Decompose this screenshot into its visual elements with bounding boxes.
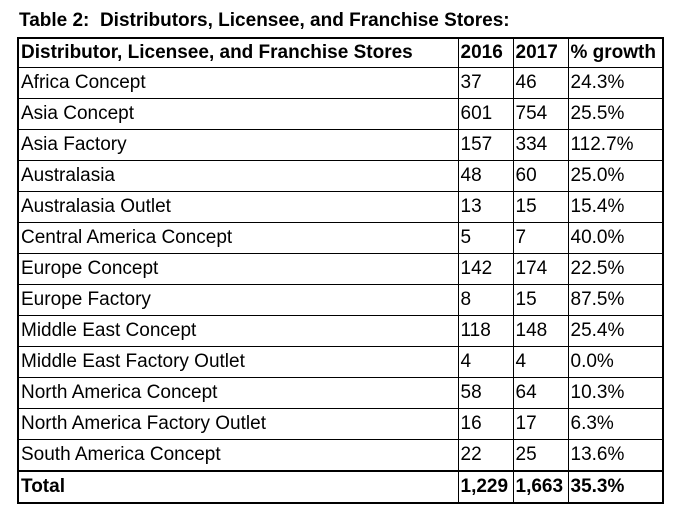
header-row — [18, 38, 663, 68]
cell-2016: 22 — [458, 440, 513, 472]
cell-growth: 25.5% — [568, 99, 663, 130]
table-row — [18, 440, 663, 472]
row-label: South America Concept — [18, 440, 458, 472]
cell-2017: 17 — [513, 409, 568, 440]
total-row — [18, 471, 663, 503]
cell-2016: 118 — [458, 316, 513, 347]
cell-2017: 64 — [513, 378, 568, 409]
header-growth: % growth — [568, 38, 663, 68]
cell-growth: 10.3% — [568, 378, 663, 409]
cell-2016: 5 — [458, 223, 513, 254]
cell-growth: 6.3% — [568, 409, 663, 440]
row-label: Europe Concept — [18, 254, 458, 285]
header-2017: 2017 — [513, 38, 568, 68]
table-row — [18, 68, 663, 99]
header-store-type: Distributor, Licensee, and Franchise Stores — [18, 38, 458, 68]
cell-growth: 87.5% — [568, 285, 663, 316]
row-label: Middle East Factory Outlet — [18, 347, 458, 378]
cell-2016: 157 — [458, 130, 513, 161]
table-row — [18, 316, 663, 347]
table-row — [18, 378, 663, 409]
row-label: Asia Concept — [18, 99, 458, 130]
table-row — [18, 254, 663, 285]
row-label: Australasia — [18, 161, 458, 192]
table-row — [18, 347, 663, 378]
total-label: Total — [18, 471, 458, 503]
total-2017: 1,663 — [513, 471, 568, 503]
cell-2017: 174 — [513, 254, 568, 285]
cell-growth: 0.0% — [568, 347, 663, 378]
table-row — [18, 223, 663, 254]
row-label: Middle East Concept — [18, 316, 458, 347]
cell-growth: 15.4% — [568, 192, 663, 223]
cell-2016: 8 — [458, 285, 513, 316]
cell-2017: 60 — [513, 161, 568, 192]
cell-2016: 16 — [458, 409, 513, 440]
cell-growth: 22.5% — [568, 254, 663, 285]
cell-2017: 754 — [513, 99, 568, 130]
cell-2017: 46 — [513, 68, 568, 99]
table-caption: Table 2: Distributors, Licensee, and Franchise Stores: — [19, 10, 510, 31]
total-growth: 35.3% — [568, 471, 663, 503]
cell-growth: 40.0% — [568, 223, 663, 254]
row-label: Europe Factory — [18, 285, 458, 316]
cell-growth: 25.0% — [568, 161, 663, 192]
cell-growth: 24.3% — [568, 68, 663, 99]
cell-2017: 148 — [513, 316, 568, 347]
row-label: Central America Concept — [18, 223, 458, 254]
table-row — [18, 99, 663, 130]
cell-2017: 15 — [513, 192, 568, 223]
total-2016: 1,229 — [458, 471, 513, 503]
table-row — [18, 192, 663, 223]
cell-2017: 25 — [513, 440, 568, 472]
table-row — [18, 285, 663, 316]
distributors-table — [17, 37, 664, 504]
cell-2016: 601 — [458, 99, 513, 130]
row-label: Africa Concept — [18, 68, 458, 99]
table-row — [18, 161, 663, 192]
header-2016: 2016 — [458, 38, 513, 68]
cell-growth: 25.4% — [568, 316, 663, 347]
table-row — [18, 409, 663, 440]
cell-2016: 48 — [458, 161, 513, 192]
cell-2017: 334 — [513, 130, 568, 161]
row-label: North America Concept — [18, 378, 458, 409]
cell-2017: 15 — [513, 285, 568, 316]
cell-2017: 7 — [513, 223, 568, 254]
cell-2016: 13 — [458, 192, 513, 223]
cell-2017: 4 — [513, 347, 568, 378]
cell-2016: 4 — [458, 347, 513, 378]
cell-2016: 142 — [458, 254, 513, 285]
row-label: Australasia Outlet — [18, 192, 458, 223]
row-label: Asia Factory — [18, 130, 458, 161]
cell-growth: 13.6% — [568, 440, 663, 472]
row-label: North America Factory Outlet — [18, 409, 458, 440]
table-row — [18, 130, 663, 161]
cell-2016: 58 — [458, 378, 513, 409]
cell-2016: 37 — [458, 68, 513, 99]
cell-growth: 112.7% — [568, 130, 663, 161]
